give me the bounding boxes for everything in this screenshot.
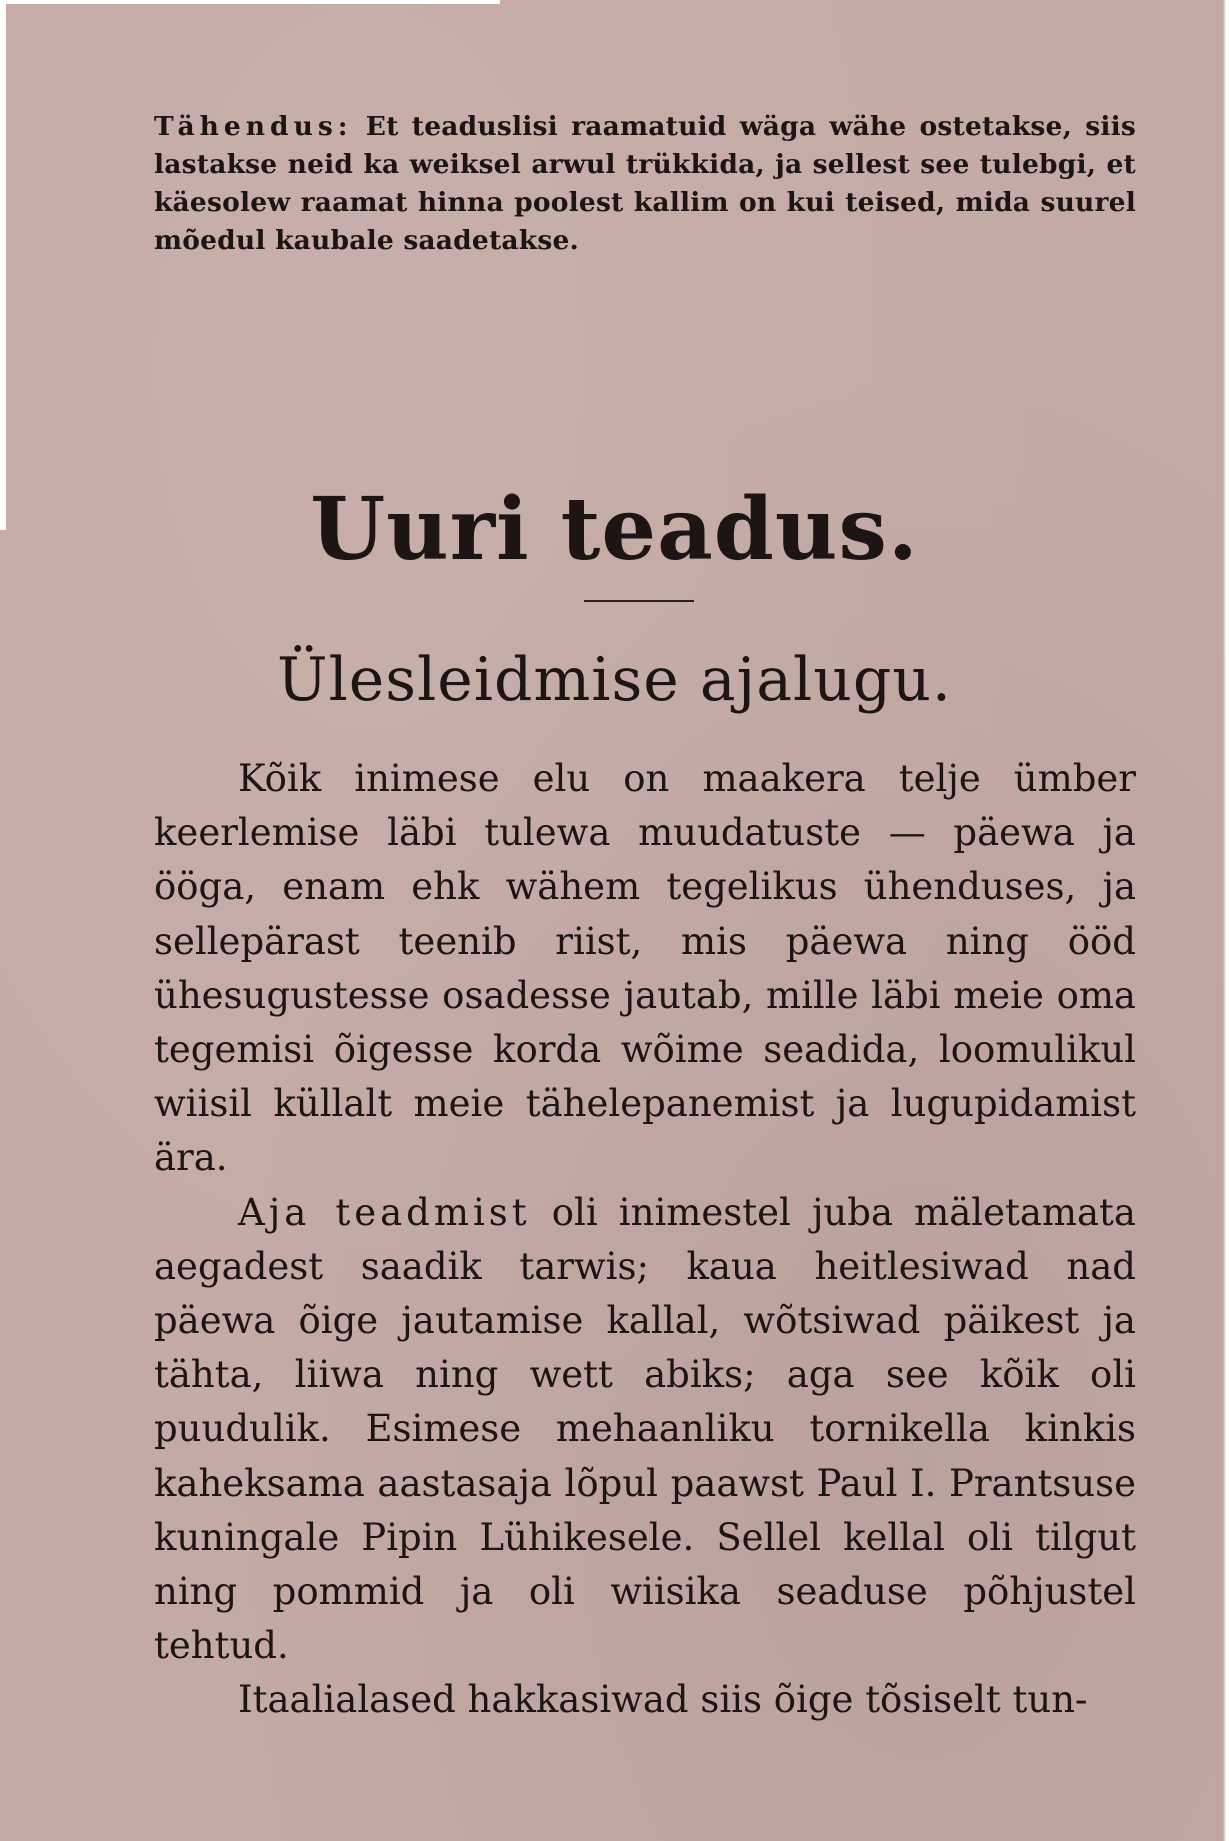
footnote-text: Et teaduslisi raamatuid wäga wähe ostetakse, siis lastakse neid ka weiksel arwul trükkida, ja sellest see tulebgi, et käesolew raamat hinna poolest kallim on kui teised, mida suurel mõedul kaubale saadetakse. bbox=[154, 111, 1136, 256]
paragraph-3 bbox=[154, 1673, 1136, 1727]
paragraph-2 bbox=[154, 1186, 1136, 1674]
footnote-label: Tähendus: bbox=[154, 111, 353, 142]
paragraph-2-lead: Aja teadmist bbox=[238, 1190, 531, 1234]
paragraph-1-text: Kõik inimese elu on maakera telje ümber keerlemise läbi tulewa muudatuste — päewa ja ööga, enam ehk wähem tegelikus ühenduses, ja sellepärast teenib riist, mis päewa ning ööd ühesugustesse osadesse jautab, mille läbi meie oma tegemisi õigesse korda wõime seadida, loomulikul wiisil küllalt meie tähelepanemist ja lugupidamist ära. bbox=[154, 757, 1136, 1180]
paragraph-3-text: Itaalialased hakkasiwad siis õige tõsiselt tun- bbox=[238, 1678, 1088, 1722]
paragraph-2-text: oli inimestel juba mäletamata aegadest saadik tarwis; kaua heitlesiwad nad päewa õige jautamise kallal, wõtsiwad päikest ja tähta, liiwa ning wett abiks; aga see kõik oli puudulik. Esimese mehaanliku tornikella kinkis kaheksama aastasaja lõpul paawst Paul I. Prantsuse kuningale Pipin Lühikesele. Sellel kellal oli tilgut ning pommid ja oli wiisika seaduse põhjustel tehtud. bbox=[154, 1190, 1136, 1668]
chapter-title: Uuri teadus. bbox=[310, 479, 919, 580]
scan-edge-left bbox=[0, 0, 6, 530]
paragraph-1 bbox=[154, 752, 1136, 1186]
body-text bbox=[154, 752, 1136, 1728]
scan-edge-right bbox=[1223, 0, 1229, 1841]
chapter-subtitle: Ülesleidmise ajalugu. bbox=[277, 645, 952, 715]
title-divider bbox=[584, 600, 694, 602]
footnote bbox=[154, 108, 1136, 260]
scan-edge-top bbox=[0, 0, 500, 4]
